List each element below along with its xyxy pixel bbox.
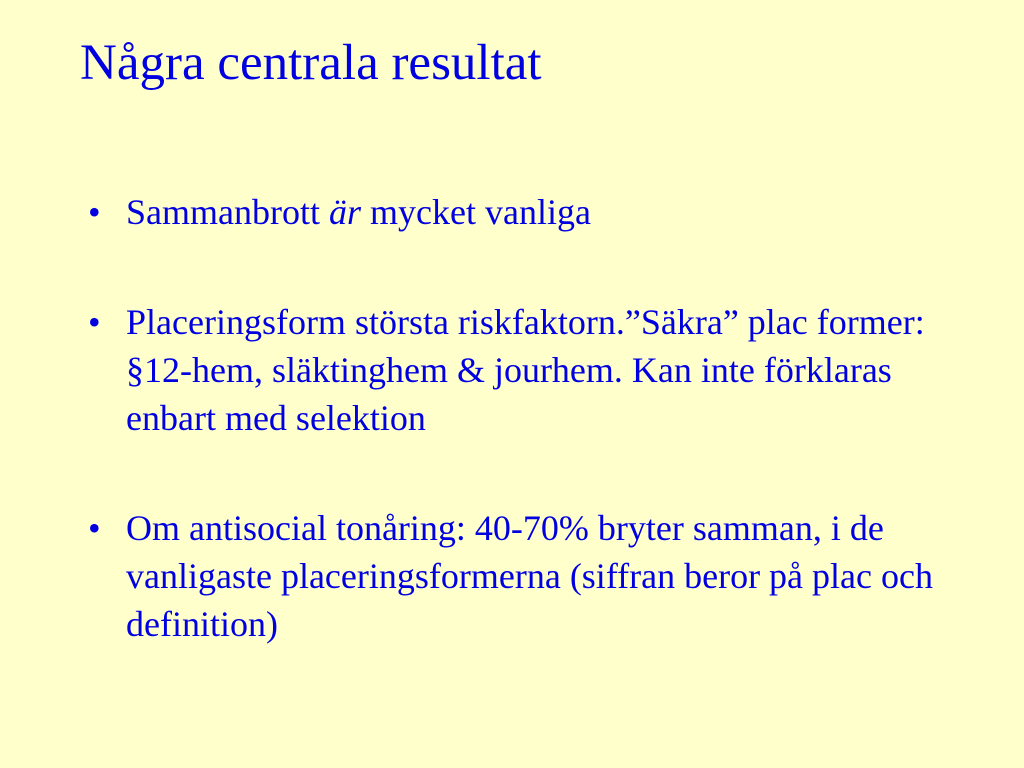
- bullet-icon: •: [88, 302, 101, 342]
- bullet-text: Placeringsform största riskfaktorn.”Säkra” plac former: §12-hem, släktinghem & jourhem. Kan inte förklaras enbart med selektion: [126, 302, 925, 438]
- bullet-text-end: mycket vanliga: [361, 192, 591, 232]
- slide-title: Några centrala resultat: [80, 35, 542, 91]
- bullet-text: Om antisocial tonåring: 40-70% bryter samman, i de vanligaste placeringsformerna (siffran beror på plac och definition): [126, 508, 933, 644]
- bullet-item: [88, 504, 968, 648]
- bullet-icon: •: [88, 192, 101, 232]
- bullet-text: [126, 192, 591, 232]
- bullet-text-emphasis: är: [328, 192, 361, 232]
- bullet-item: [88, 298, 968, 442]
- bullet-list: [88, 188, 968, 648]
- bullet-item: [88, 188, 968, 236]
- bullet-icon: •: [88, 508, 101, 548]
- bullet-text-start: Sammanbrott: [126, 192, 329, 232]
